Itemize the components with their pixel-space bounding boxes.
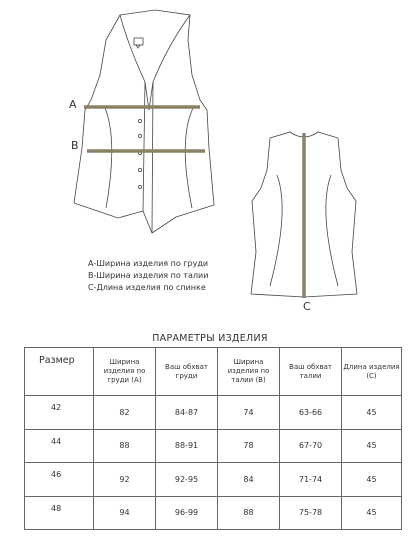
table-cell: 46 [25,463,94,497]
table-cell: 88 [218,496,280,530]
legend-item-c: С-Длина изделия по спинке [88,283,206,292]
measurement-legend [88,258,208,294]
table-row [25,396,402,430]
table-header-row [25,348,402,396]
marker-c-label: C [303,300,311,313]
table-title: ПАРАМЕТРЫ ИЗДЕЛИЯ [152,333,268,344]
table-row [25,429,402,463]
table-cell: 71-74 [280,463,342,497]
marker-b-label: B [71,139,79,152]
header-cell: Ширина изделия по груди (А) [94,348,156,396]
header-cell: Ширина изделия по талии (В) [218,348,280,396]
table-cell: 82 [94,396,156,430]
marker-a-label: A [69,98,77,111]
header-cell: Ваш обхват талии [280,348,342,396]
table-cell: 84 [218,463,280,497]
table-cell: 88 [94,429,156,463]
legend-item-a: А-Ширина изделия по груди [88,259,209,268]
header-cell: Длина изделия (С) [342,348,402,396]
table-cell: 74 [218,396,280,430]
table-cell: 45 [342,429,402,463]
table-cell: 84-87 [156,396,218,430]
table-cell: 45 [342,396,402,430]
legend-item-b: В-Ширина изделия по талии [88,271,209,280]
table-row [25,496,402,530]
table-cell: 44 [25,429,94,463]
table-cell: 67-70 [280,429,342,463]
table-cell: 92 [94,463,156,497]
table-cell: 78 [218,429,280,463]
table-row [25,463,402,497]
vest-front-sketch [74,10,214,233]
table-cell: 96-99 [156,496,218,530]
table-cell: 88-91 [156,429,218,463]
table-cell: 45 [342,496,402,530]
table-cell: 48 [25,496,94,530]
table-cell: 45 [342,463,402,497]
header-cell: Размер [25,348,94,396]
header-cell: Ваш обхват груди [156,348,218,396]
size-table [24,347,402,530]
table-cell: 75-78 [280,496,342,530]
table-cell: 92-95 [156,463,218,497]
table-cell: 94 [94,496,156,530]
table-cell: 63-66 [280,396,342,430]
table-cell: 42 [25,396,94,430]
